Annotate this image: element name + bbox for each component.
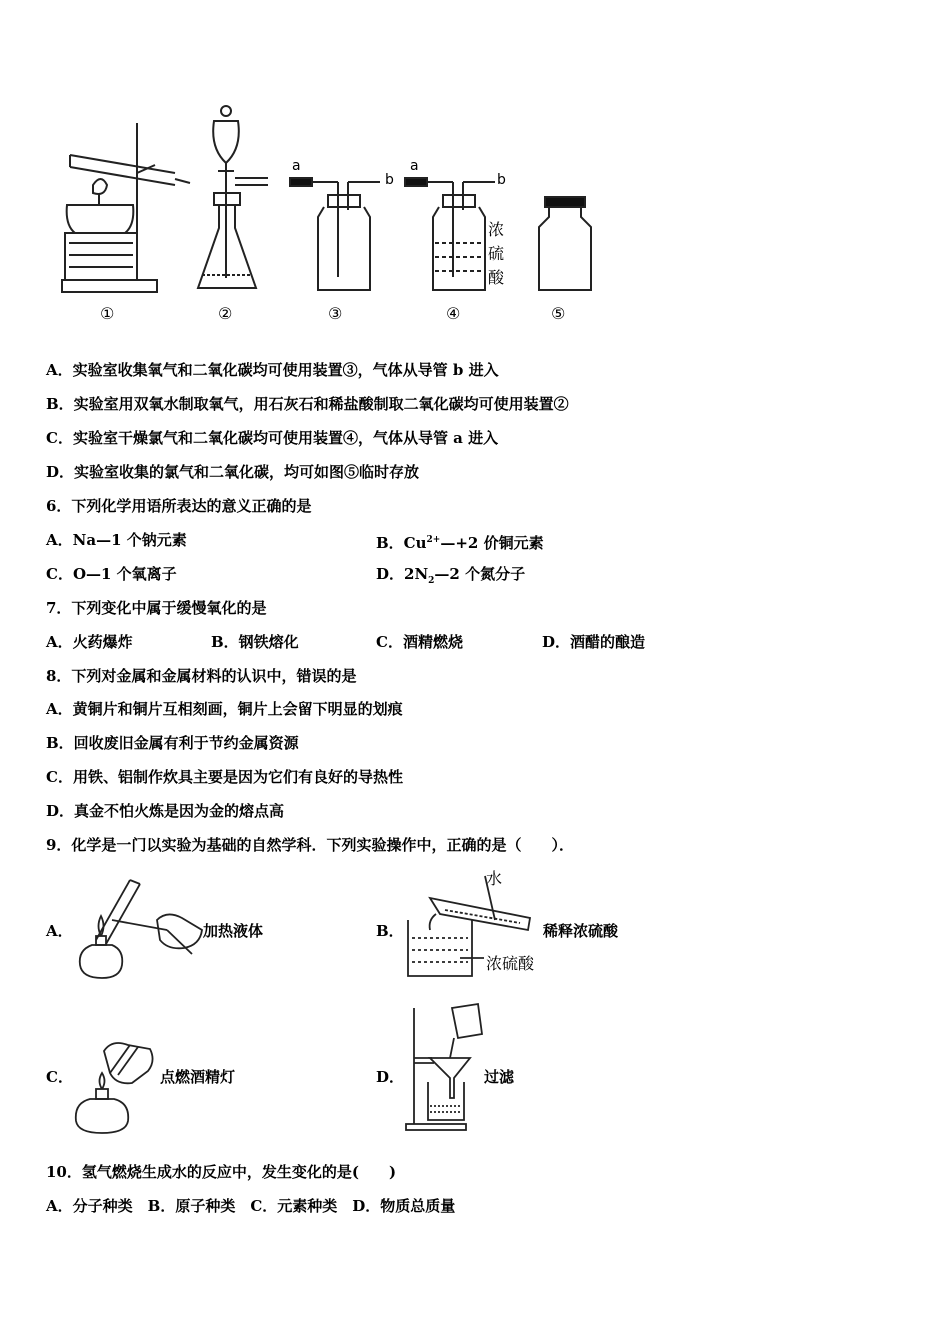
q7-stem: 7．下列变化中属于缓慢氧化的是 [46,599,267,617]
acid-label-char-3: 酸 [488,268,505,287]
apparatus-5-drawing [535,195,605,295]
figure-label-5: ⑤ [551,304,566,323]
q8-stem: 8．下列对金属和金属材料的认识中，错误的是 [46,667,357,685]
acid-label-char-2: 硫 [488,244,505,263]
q8-option-a: A．黄铜片和铜片互相刻画，铜片上会留下明显的划痕 [46,700,403,718]
q9-option-c-drawing [72,1035,162,1135]
q6-option-d-subscript: 2 [428,576,435,586]
tube-label-b-4: b [497,172,506,188]
q6-option-c: C．O—1 个氧离子 [46,565,177,583]
q5-option-d: D．实验室收集的氯气和二氧化碳，均可如图⑤临时存放 [46,463,420,481]
q9-option-a-letter: A． [46,922,73,940]
q6-option-a: A．Na—1 个钠元素 [46,531,187,549]
tube-label-a-4: a [410,158,419,174]
q5-option-a: A．实验室收集氧气和二氧化碳均可使用装置③，气体从导管 b 进入 [46,361,499,379]
figure-label-1: ① [100,304,115,323]
q9-option-a-drawing [72,870,207,990]
q9-option-a-caption: 加热液体 [203,922,264,940]
apparatus-1-drawing [55,115,185,295]
q6-stem: 6．下列化学用语所表达的意义正确的是 [46,497,312,515]
tube-label-a-3: a [292,158,301,174]
apparatus-2-drawing [190,103,280,298]
q7-option-d: D．酒醋的酿造 [542,633,646,651]
q8-option-b: B．回收废旧金属有利于节约金属资源 [46,734,299,752]
q8-option-c: C．用铁、铝制作炊具主要是因为它们有良好的导热性 [46,768,403,786]
q9-option-c-caption: 点燃酒精灯 [160,1068,236,1086]
q6-option-b [376,531,544,552]
q9-option-b-acid-label: 浓硫酸 [486,954,535,973]
figure-label-3: ③ [328,304,343,323]
figure-label-2: ② [218,304,233,323]
q7-option-a: A．火药爆炸 [46,633,133,651]
q9-option-d-letter: D． [376,1068,405,1086]
q9-option-b-caption: 稀释浓硫酸 [543,922,619,940]
q9-option-b-letter: B． [376,922,404,940]
q6-option-b-prefix: B．Cu [376,534,427,552]
figure-label-4: ④ [446,304,461,323]
q9-option-d-drawing [402,998,492,1133]
q9-option-d-caption: 过滤 [484,1068,515,1086]
q5-option-c: C．实验室干燥氯气和二氧化碳均可使用装置④，气体从导管 a 进入 [46,429,499,447]
q10-options: A．分子种类 B．原子种类 C．元素种类 D．物质总质量 [46,1197,456,1215]
q6-option-d-suffix: —2 个氮分子 [434,565,526,583]
q9-option-b-water-label: 水 [486,869,503,888]
acid-label-char-1: 浓 [488,220,505,239]
q5-option-b: B．实验室用双氧水制取氧气，用石灰石和稀盐酸制取二氧化碳均可使用装置② [46,395,569,413]
q6-option-d [376,565,525,590]
q10-stem: 10．氢气燃烧生成水的反应中，发生变化的是( ) [46,1163,397,1181]
q9-stem: 9．化学是一门以实验为基础的自然学科．下列实验操作中，正确的是（ ）． [46,836,574,854]
apparatus-3-drawing [290,165,400,295]
q7-option-b: B．钢铁熔化 [211,633,299,651]
q9-option-c-letter: C． [46,1068,73,1086]
q8-option-d: D．真金不怕火炼是因为金的熔点高 [46,802,285,820]
q6-option-b-suffix: —+2 价铜元素 [440,534,544,552]
q6-option-d-prefix: D．2N [376,565,429,583]
q7-option-c: C．酒精燃烧 [376,633,463,651]
tube-label-b-3: b [385,172,394,188]
q6-option-b-charge: 2+ [426,535,441,545]
